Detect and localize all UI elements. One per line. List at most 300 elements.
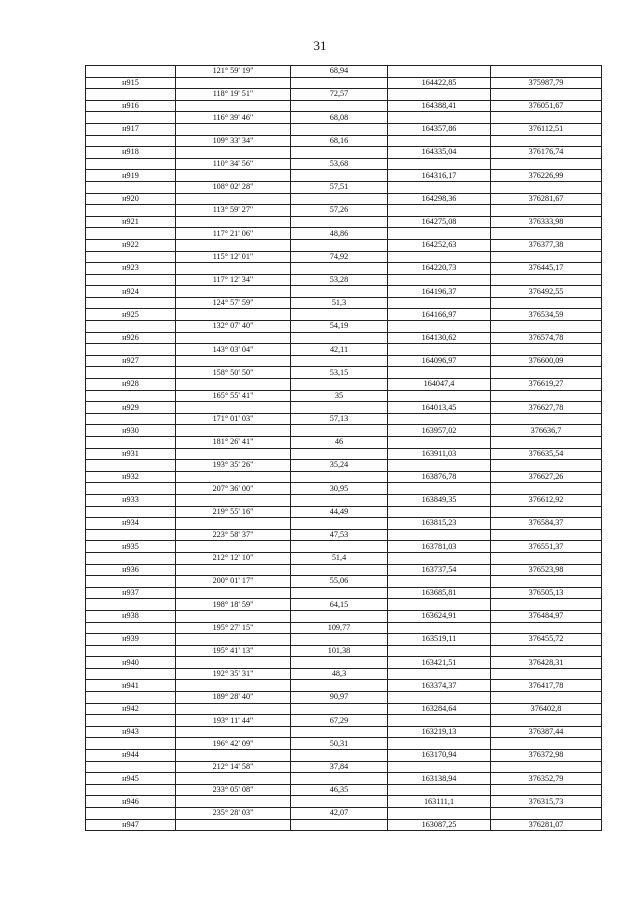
x-coordinate-cell: 164013,45	[388, 402, 491, 414]
x-cell-empty	[388, 784, 491, 796]
distance-cell-empty	[291, 657, 388, 669]
distance-cell-empty	[291, 100, 388, 112]
y-coordinate-cell: 376417,78	[491, 680, 602, 692]
point-cell-empty	[86, 599, 176, 611]
x-coordinate-cell: 164220,73	[388, 263, 491, 275]
y-coordinate-cell: 376619,27	[491, 379, 602, 391]
y-cell-empty	[491, 89, 602, 101]
point-row	[86, 332, 602, 344]
distance-cell: 48,3	[291, 668, 388, 680]
segment-row	[86, 437, 602, 449]
x-cell-empty	[388, 205, 491, 217]
angle-cell-empty	[176, 657, 291, 669]
point-row	[86, 123, 602, 135]
y-cell-empty	[491, 228, 602, 240]
direction-angle-cell: 200° 01' 17"	[176, 576, 291, 588]
distance-cell-empty	[291, 703, 388, 715]
direction-angle-cell: 117° 21' 06"	[176, 228, 291, 240]
y-cell-empty	[491, 437, 602, 449]
distance-cell: 72,57	[291, 89, 388, 101]
segment-row	[86, 228, 602, 240]
point-cell-empty	[86, 66, 176, 78]
distance-cell-empty	[291, 286, 388, 298]
distance-cell: 35	[291, 390, 388, 402]
point-row	[86, 494, 602, 506]
angle-cell-empty	[176, 170, 291, 182]
point-id-cell: н946	[86, 796, 176, 808]
x-coordinate-cell: 164388,41	[388, 100, 491, 112]
distance-cell-empty	[291, 263, 388, 275]
distance-cell-empty	[291, 379, 388, 391]
point-row	[86, 657, 602, 669]
y-cell-empty	[491, 761, 602, 773]
point-row	[86, 309, 602, 321]
point-cell-empty	[86, 344, 176, 356]
x-cell-empty	[388, 274, 491, 286]
y-coordinate-cell: 376428,31	[491, 657, 602, 669]
y-coordinate-cell: 376492,55	[491, 286, 602, 298]
distance-cell-empty	[291, 77, 388, 89]
angle-cell-empty	[176, 425, 291, 437]
segment-row	[86, 692, 602, 704]
x-cell-empty	[388, 181, 491, 193]
x-coordinate-cell: 163849,35	[388, 494, 491, 506]
distance-cell-empty	[291, 750, 388, 762]
angle-cell-empty	[176, 379, 291, 391]
segment-row	[86, 297, 602, 309]
direction-angle-cell: 207° 36' 00"	[176, 483, 291, 495]
direction-angle-cell: 181° 26' 41"	[176, 437, 291, 449]
point-id-cell: н934	[86, 518, 176, 530]
point-id-cell: н945	[86, 773, 176, 785]
point-row	[86, 541, 602, 553]
y-cell-empty	[491, 808, 602, 820]
x-cell-empty	[388, 460, 491, 472]
segment-row	[86, 668, 602, 680]
y-cell-empty	[491, 460, 602, 472]
angle-cell-empty	[176, 680, 291, 692]
x-cell-empty	[388, 66, 491, 78]
direction-angle-cell: 110° 34' 56"	[176, 158, 291, 170]
y-cell-empty	[491, 158, 602, 170]
direction-angle-cell: 195° 41' 13"	[176, 645, 291, 657]
point-row	[86, 587, 602, 599]
point-cell-empty	[86, 761, 176, 773]
y-cell-empty	[491, 297, 602, 309]
point-id-cell: н915	[86, 77, 176, 89]
y-cell-empty	[491, 205, 602, 217]
distance-cell-empty	[291, 610, 388, 622]
angle-cell-empty	[176, 286, 291, 298]
segment-row	[86, 205, 602, 217]
angle-cell-empty	[176, 355, 291, 367]
distance-cell: 35,24	[291, 460, 388, 472]
point-row	[86, 239, 602, 251]
distance-cell: 109,77	[291, 622, 388, 634]
y-coordinate-cell: 375987,79	[491, 77, 602, 89]
point-id-cell: н916	[86, 100, 176, 112]
angle-cell-empty	[176, 703, 291, 715]
distance-cell: 57,13	[291, 413, 388, 425]
y-coordinate-cell: 376445,17	[491, 263, 602, 275]
point-id-cell: н947	[86, 819, 176, 831]
y-cell-empty	[491, 367, 602, 379]
point-id-cell: н931	[86, 448, 176, 460]
distance-cell-empty	[291, 587, 388, 599]
x-coordinate-cell: 164357,86	[388, 123, 491, 135]
y-cell-empty	[491, 529, 602, 541]
point-id-cell: н921	[86, 216, 176, 228]
point-id-cell: н933	[86, 494, 176, 506]
point-id-cell: н944	[86, 750, 176, 762]
y-coordinate-cell: 376551,37	[491, 541, 602, 553]
distance-cell: 55,06	[291, 576, 388, 588]
direction-angle-cell: 189° 28' 40"	[176, 692, 291, 704]
point-cell-empty	[86, 506, 176, 518]
point-row	[86, 448, 602, 460]
segment-row	[86, 390, 602, 402]
distance-cell-empty	[291, 448, 388, 460]
distance-cell-empty	[291, 402, 388, 414]
point-id-cell: н935	[86, 541, 176, 553]
angle-cell-empty	[176, 77, 291, 89]
coordinates-table	[85, 65, 602, 831]
point-row	[86, 726, 602, 738]
x-coordinate-cell: 163685,81	[388, 587, 491, 599]
x-cell-empty	[388, 715, 491, 727]
distance-cell-empty	[291, 309, 388, 321]
segment-row	[86, 135, 602, 147]
y-coordinate-cell: 376523,98	[491, 564, 602, 576]
distance-cell: 57,51	[291, 181, 388, 193]
y-coordinate-cell: 376627,26	[491, 471, 602, 483]
y-cell-empty	[491, 692, 602, 704]
y-cell-empty	[491, 645, 602, 657]
point-cell-empty	[86, 808, 176, 820]
y-coordinate-cell: 376176,74	[491, 147, 602, 159]
y-cell-empty	[491, 135, 602, 147]
angle-cell-empty	[176, 819, 291, 831]
y-coordinate-cell: 376315,73	[491, 796, 602, 808]
distance-cell-empty	[291, 518, 388, 530]
distance-cell-empty	[291, 471, 388, 483]
y-cell-empty	[491, 390, 602, 402]
point-id-cell: н936	[86, 564, 176, 576]
y-coordinate-cell: 376281,07	[491, 819, 602, 831]
direction-angle-cell: 158° 50' 50"	[176, 367, 291, 379]
segment-row	[86, 321, 602, 333]
distance-cell-empty	[291, 494, 388, 506]
y-cell-empty	[491, 66, 602, 78]
point-cell-empty	[86, 715, 176, 727]
x-cell-empty	[388, 89, 491, 101]
point-row	[86, 518, 602, 530]
direction-angle-cell: 235° 28' 03"	[176, 808, 291, 820]
distance-cell-empty	[291, 193, 388, 205]
angle-cell-empty	[176, 448, 291, 460]
point-id-cell: н937	[86, 587, 176, 599]
point-cell-empty	[86, 251, 176, 263]
distance-cell-empty	[291, 123, 388, 135]
angle-cell-empty	[176, 100, 291, 112]
distance-cell-empty	[291, 773, 388, 785]
y-coordinate-cell: 376372,98	[491, 750, 602, 762]
segment-row	[86, 622, 602, 634]
x-cell-empty	[388, 297, 491, 309]
y-coordinate-cell: 376505,13	[491, 587, 602, 599]
angle-cell-empty	[176, 147, 291, 159]
point-row	[86, 193, 602, 205]
segment-row	[86, 274, 602, 286]
y-cell-empty	[491, 622, 602, 634]
x-coordinate-cell: 163374,37	[388, 680, 491, 692]
distance-cell-empty	[291, 819, 388, 831]
direction-angle-cell: 143° 03' 04"	[176, 344, 291, 356]
point-id-cell: н928	[86, 379, 176, 391]
y-cell-empty	[491, 599, 602, 611]
x-coordinate-cell: 163519,11	[388, 634, 491, 646]
x-cell-empty	[388, 344, 491, 356]
x-cell-empty	[388, 529, 491, 541]
point-cell-empty	[86, 437, 176, 449]
direction-angle-cell: 212° 14' 58"	[176, 761, 291, 773]
direction-angle-cell: 117° 12' 34"	[176, 274, 291, 286]
distance-cell-empty	[291, 170, 388, 182]
segment-row	[86, 761, 602, 773]
segment-row	[86, 344, 602, 356]
x-coordinate-cell: 163737,54	[388, 564, 491, 576]
x-cell-empty	[388, 506, 491, 518]
angle-cell-empty	[176, 471, 291, 483]
x-coordinate-cell: 164096,97	[388, 355, 491, 367]
y-coordinate-cell: 376226,99	[491, 170, 602, 182]
segment-row	[86, 576, 602, 588]
angle-cell-empty	[176, 216, 291, 228]
x-coordinate-cell: 163087,25	[388, 819, 491, 831]
x-coordinate-cell: 164422,85	[388, 77, 491, 89]
segment-row	[86, 808, 602, 820]
point-cell-empty	[86, 692, 176, 704]
x-coordinate-cell: 163138,94	[388, 773, 491, 785]
point-id-cell: н940	[86, 657, 176, 669]
y-cell-empty	[491, 181, 602, 193]
page-number: 31	[313, 38, 327, 53]
angle-cell-empty	[176, 518, 291, 530]
point-id-cell: н919	[86, 170, 176, 182]
point-cell-empty	[86, 784, 176, 796]
x-cell-empty	[388, 251, 491, 263]
direction-angle-cell: 171° 01' 03"	[176, 413, 291, 425]
y-coordinate-cell: 376352,79	[491, 773, 602, 785]
x-cell-empty	[388, 808, 491, 820]
distance-cell: 51,4	[291, 552, 388, 564]
distance-cell: 57,26	[291, 205, 388, 217]
distance-cell: 42,07	[291, 808, 388, 820]
direction-angle-cell: 115° 12' 01"	[176, 251, 291, 263]
angle-cell-empty	[176, 541, 291, 553]
point-cell-empty	[86, 390, 176, 402]
point-cell-empty	[86, 460, 176, 472]
y-coordinate-cell: 376377,38	[491, 239, 602, 251]
angle-cell-empty	[176, 332, 291, 344]
y-cell-empty	[491, 112, 602, 124]
segment-row	[86, 158, 602, 170]
distance-cell: 68,08	[291, 112, 388, 124]
point-row	[86, 703, 602, 715]
distance-cell: 47,53	[291, 529, 388, 541]
segment-row	[86, 552, 602, 564]
point-cell-empty	[86, 321, 176, 333]
angle-cell-empty	[176, 494, 291, 506]
x-coordinate-cell: 163284,64	[388, 703, 491, 715]
distance-cell-empty	[291, 425, 388, 437]
distance-cell: 74,92	[291, 251, 388, 263]
distance-cell-empty	[291, 332, 388, 344]
distance-cell-empty	[291, 796, 388, 808]
distance-cell-empty	[291, 216, 388, 228]
y-coordinate-cell: 376534,59	[491, 309, 602, 321]
point-id-cell: н932	[86, 471, 176, 483]
x-cell-empty	[388, 576, 491, 588]
direction-angle-cell: 223° 58' 37"	[176, 529, 291, 541]
segment-row	[86, 645, 602, 657]
point-cell-empty	[86, 89, 176, 101]
point-id-cell: н930	[86, 425, 176, 437]
segment-row	[86, 112, 602, 124]
segment-row	[86, 529, 602, 541]
point-cell-empty	[86, 738, 176, 750]
point-id-cell: н926	[86, 332, 176, 344]
segment-row	[86, 66, 602, 78]
point-id-cell: н920	[86, 193, 176, 205]
distance-cell: 42,11	[291, 344, 388, 356]
y-cell-empty	[491, 344, 602, 356]
distance-cell-empty	[291, 147, 388, 159]
distance-cell-empty	[291, 564, 388, 576]
point-row	[86, 147, 602, 159]
y-cell-empty	[491, 576, 602, 588]
point-id-cell: н918	[86, 147, 176, 159]
x-cell-empty	[388, 135, 491, 147]
point-cell-empty	[86, 135, 176, 147]
point-cell-empty	[86, 529, 176, 541]
distance-cell-empty	[291, 355, 388, 367]
segment-row	[86, 715, 602, 727]
x-coordinate-cell: 163957,02	[388, 425, 491, 437]
point-row	[86, 170, 602, 182]
point-cell-empty	[86, 645, 176, 657]
x-coordinate-cell: 163421,51	[388, 657, 491, 669]
x-cell-empty	[388, 761, 491, 773]
distance-cell: 30,95	[291, 483, 388, 495]
y-coordinate-cell: 376627,78	[491, 402, 602, 414]
segment-row	[86, 506, 602, 518]
x-cell-empty	[388, 390, 491, 402]
angle-cell-empty	[176, 239, 291, 251]
x-coordinate-cell: 163911,03	[388, 448, 491, 460]
point-row	[86, 471, 602, 483]
x-coordinate-cell: 163170,94	[388, 750, 491, 762]
direction-angle-cell: 198° 18' 59"	[176, 599, 291, 611]
point-row	[86, 819, 602, 831]
point-id-cell: н941	[86, 680, 176, 692]
x-cell-empty	[388, 599, 491, 611]
x-coordinate-cell: 164335,04	[388, 147, 491, 159]
direction-angle-cell: 132° 07' 40"	[176, 321, 291, 333]
x-coordinate-cell: 163876,78	[388, 471, 491, 483]
direction-angle-cell: 118° 19' 51"	[176, 89, 291, 101]
point-row	[86, 100, 602, 112]
angle-cell-empty	[176, 610, 291, 622]
x-cell-empty	[388, 228, 491, 240]
y-cell-empty	[491, 715, 602, 727]
angle-cell-empty	[176, 263, 291, 275]
x-coordinate-cell: 164166,97	[388, 309, 491, 321]
direction-angle-cell: 195° 27' 15"	[176, 622, 291, 634]
point-id-cell: н938	[86, 610, 176, 622]
x-cell-empty	[388, 692, 491, 704]
point-id-cell: н917	[86, 123, 176, 135]
distance-cell: 67,29	[291, 715, 388, 727]
direction-angle-cell: 193° 11' 44"	[176, 715, 291, 727]
x-cell-empty	[388, 552, 491, 564]
distance-cell-empty	[291, 726, 388, 738]
x-cell-empty	[388, 158, 491, 170]
point-id-cell: н939	[86, 634, 176, 646]
point-cell-empty	[86, 668, 176, 680]
y-cell-empty	[491, 784, 602, 796]
angle-cell-empty	[176, 564, 291, 576]
direction-angle-cell: 219° 55' 16"	[176, 506, 291, 518]
y-coordinate-cell: 376281,67	[491, 193, 602, 205]
angle-cell-empty	[176, 726, 291, 738]
y-coordinate-cell: 376333,98	[491, 216, 602, 228]
distance-cell: 90,97	[291, 692, 388, 704]
point-row	[86, 425, 602, 437]
x-coordinate-cell: 164130,62	[388, 332, 491, 344]
direction-angle-cell: 116° 39' 46"	[176, 112, 291, 124]
distance-cell: 46	[291, 437, 388, 449]
y-cell-empty	[491, 274, 602, 286]
angle-cell-empty	[176, 193, 291, 205]
point-id-cell: н943	[86, 726, 176, 738]
point-cell-empty	[86, 181, 176, 193]
point-id-cell: н922	[86, 239, 176, 251]
distance-cell: 101,38	[291, 645, 388, 657]
x-coordinate-cell: 163624,91	[388, 610, 491, 622]
direction-angle-cell: 124° 57' 59"	[176, 297, 291, 309]
point-id-cell: н923	[86, 263, 176, 275]
point-id-cell: н925	[86, 309, 176, 321]
point-row	[86, 216, 602, 228]
angle-cell-empty	[176, 587, 291, 599]
point-row	[86, 634, 602, 646]
point-cell-empty	[86, 483, 176, 495]
direction-angle-cell: 108° 02' 28"	[176, 181, 291, 193]
x-coordinate-cell: 163781,03	[388, 541, 491, 553]
segment-row	[86, 784, 602, 796]
x-cell-empty	[388, 112, 491, 124]
distance-cell-empty	[291, 680, 388, 692]
direction-angle-cell: 192° 35' 31"	[176, 668, 291, 680]
y-coordinate-cell: 376402,8	[491, 703, 602, 715]
point-cell-empty	[86, 552, 176, 564]
point-row	[86, 355, 602, 367]
y-coordinate-cell: 376051,67	[491, 100, 602, 112]
point-row	[86, 564, 602, 576]
x-cell-empty	[388, 321, 491, 333]
distance-cell: 46,35	[291, 784, 388, 796]
